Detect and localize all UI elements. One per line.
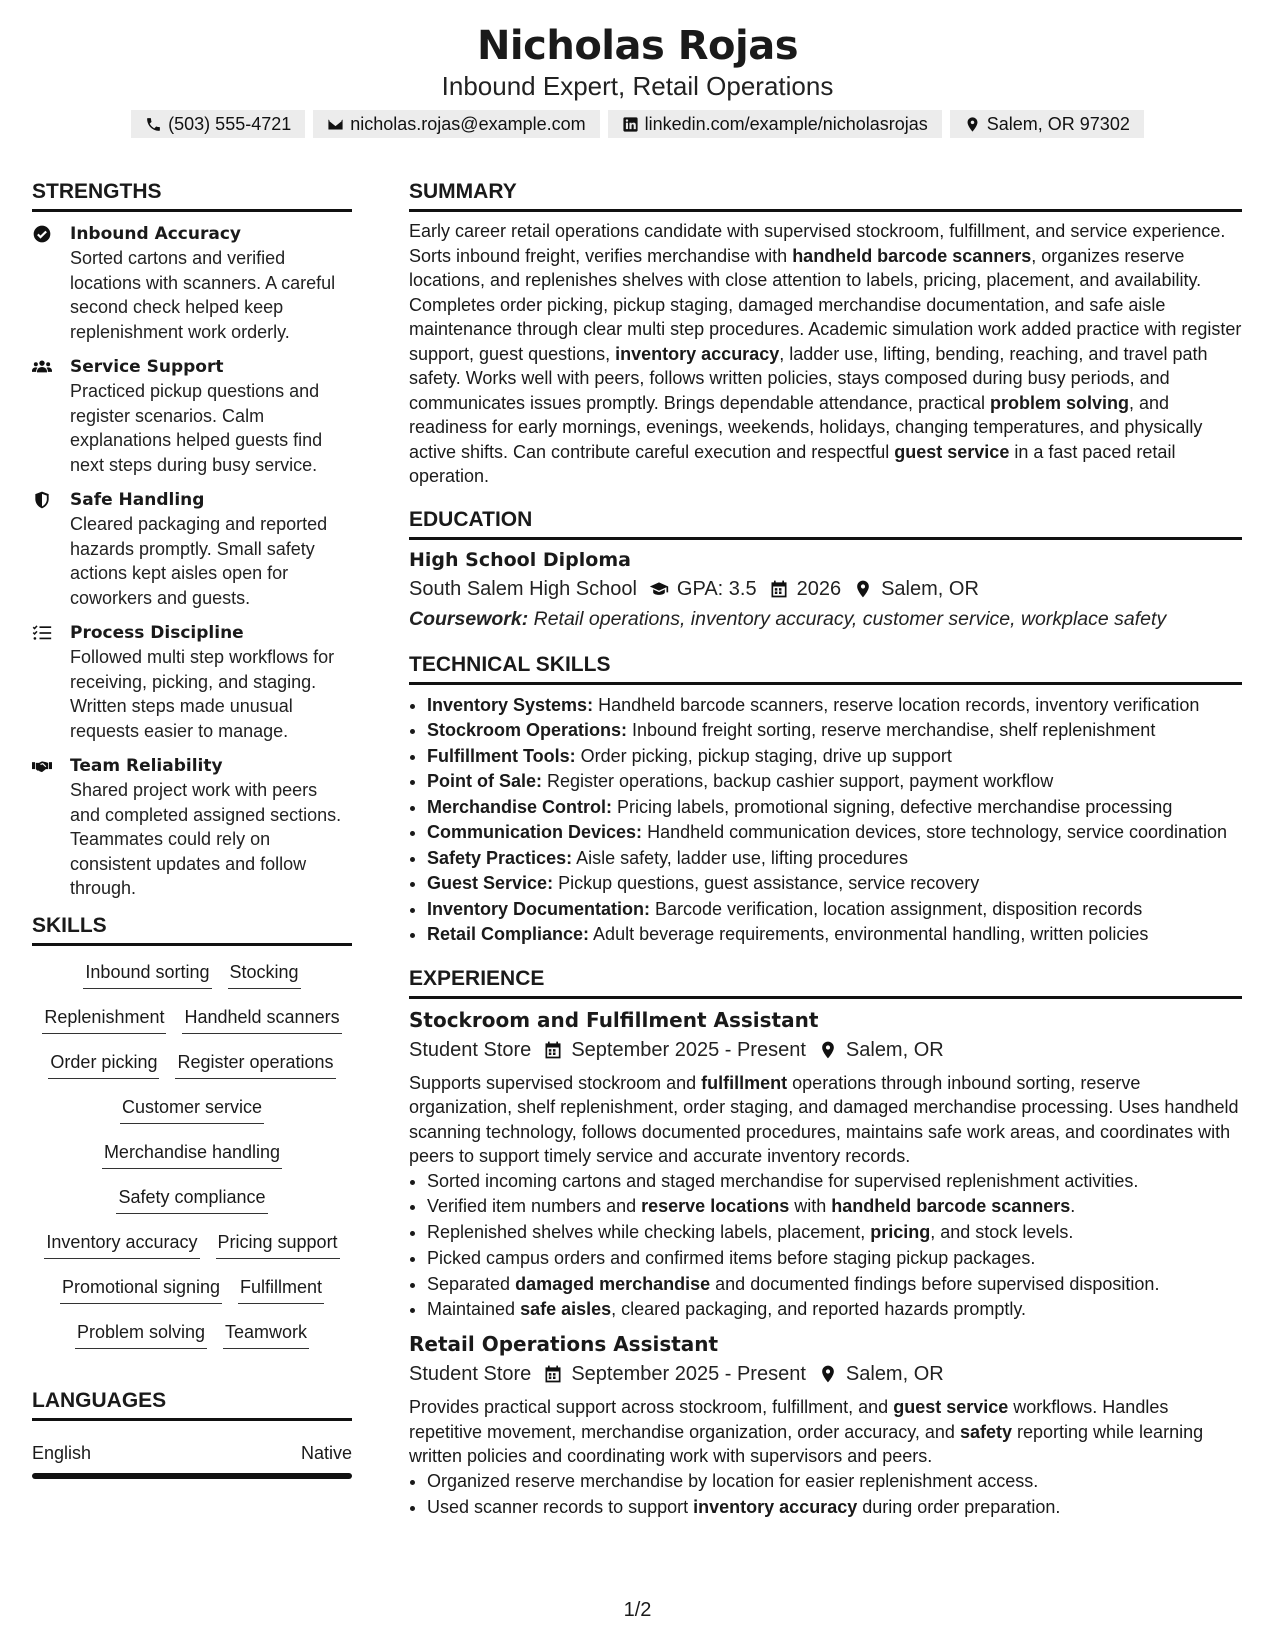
candidate-title: Inbound Expert, Retail Operations <box>441 71 834 101</box>
handshake-icon <box>32 756 52 776</box>
technical-skills-heading: TECHNICAL SKILLS <box>409 651 1242 685</box>
text-run: Provides practical support across stockroom, fulfillment, and <box>409 1397 894 1418</box>
text-run: , ladder use, lifting, bending, reaching, and travel path safety. Works well with peers, follows written policies, stays composed during busy periods, and communicates issues promptly. Brings dependable attendance, practical <box>409 343 1208 413</box>
email-text: nicholas.rojas@example.com <box>350 114 586 134</box>
strength-title: Inbound Accuracy <box>70 224 241 244</box>
skill-values: Pricing labels, promotional signing, defective merchandise processing <box>612 796 1173 817</box>
skill-category: Communication Devices: <box>427 822 643 842</box>
emphasis-text: damaged merchandise <box>515 1273 711 1294</box>
skill-values: Barcode verification, location assignment, disposition records <box>650 898 1143 919</box>
candidate-name: Nicholas Rojas <box>476 23 799 69</box>
calendar-icon <box>543 1040 563 1060</box>
language-name: English <box>32 1442 92 1463</box>
skill-tag: Safety compliance <box>116 1185 267 1214</box>
job-description <box>409 1395 1242 1469</box>
list-item <box>427 871 1242 897</box>
strength-item <box>32 754 352 901</box>
emphasis-text: guest service <box>893 1397 1009 1418</box>
skill-tag: Register operations <box>175 1050 335 1079</box>
text-run: Supports supervised stockroom and <box>409 1072 702 1093</box>
resume-header <box>0 22 1275 138</box>
emphasis-text: problem solving <box>989 392 1130 413</box>
list-item <box>427 1246 1242 1272</box>
job-description <box>409 1071 1242 1169</box>
job-meta <box>409 1035 1242 1065</box>
list-check-icon <box>32 623 52 643</box>
job-meta <box>409 1359 1242 1389</box>
job-bullets <box>409 1169 1242 1324</box>
text-run: reporting while learning written policies and coordinating work with supervisors and peers. <box>409 1421 1204 1467</box>
language-level: Native <box>300 1442 352 1463</box>
job-location: Salem, OR <box>845 1038 944 1061</box>
strength-desc: Sorted cartons and verified locations with scanners. A careful second check helped keep replenishment work orderly. <box>70 248 336 342</box>
text-run: , cleared packaging, and reported hazards promptly. <box>611 1299 1027 1320</box>
list-item <box>427 897 1242 923</box>
education-heading: EDUCATION <box>409 506 1242 540</box>
text-run: Used scanner records to support <box>427 1496 694 1517</box>
skill-values: Handheld communication devices, store technology, service coordination <box>642 822 1228 842</box>
skill-tag: Replenishment <box>42 1005 166 1034</box>
skill-category: Inventory Documentation: <box>427 898 651 919</box>
right-column <box>409 178 1242 1520</box>
emphasis-text: safe aisles <box>520 1299 612 1320</box>
calendar-icon <box>769 579 789 599</box>
list-item <box>427 1169 1242 1195</box>
skill-tag: Promotional signing <box>60 1275 222 1304</box>
linkedin-text: linkedin.com/example/nicholasrojas <box>644 114 928 134</box>
skill-values: Handheld barcode scanners, reserve location records, inventory verification <box>593 694 1200 715</box>
skill-tag: Problem solving <box>75 1320 207 1349</box>
contact-linkedin[interactable] <box>608 110 942 138</box>
emphasis-text: safety <box>959 1421 1012 1442</box>
list-item <box>427 1272 1242 1298</box>
skill-tag: Merchandise handling <box>102 1140 282 1169</box>
language-item <box>32 1441 352 1465</box>
text-run: , and readiness for early mornings, evenings, weekends, holidays, changing temperatures, and physically active shifts. Can contribute careful execution and respectful <box>409 392 1203 462</box>
experience-heading: EXPERIENCE <box>409 965 1242 999</box>
education-gpa: GPA: 3.5 <box>676 577 757 600</box>
contact-phone[interactable] <box>131 110 305 138</box>
skill-values: Adult beverage requirements, environmental handling, written policies <box>589 924 1149 944</box>
map-pin-icon <box>818 1364 838 1384</box>
left-column <box>32 178 352 1479</box>
strength-desc: Followed multi step workflows for receiving, picking, and staging. Written steps made unusual requests easier to manage. <box>70 647 335 741</box>
list-item <box>427 1194 1242 1220</box>
text-run: operations through inbound sorting, reserve organization, shelf replenishment, order staging, and damaged merchandise processing. Uses handheld scanning technology, follows documented procedures, maintains safe work areas, and coordinates with peers to support timely service and accurate inventory records. <box>409 1072 1239 1166</box>
skill-tag: Pricing support <box>216 1230 340 1259</box>
emphasis-text: pricing <box>870 1222 931 1243</box>
graduation-cap-icon <box>649 579 669 599</box>
emphasis-text: reserve locations <box>641 1196 790 1217</box>
list-item <box>427 769 1242 795</box>
text-run: Organized reserve merchandise by location for easier replenishment access. <box>427 1470 1039 1491</box>
skill-category: Fulfillment Tools: <box>427 745 576 766</box>
map-pin-icon <box>818 1040 838 1060</box>
list-item <box>427 1220 1242 1246</box>
emphasis-text: handheld barcode scanners <box>792 245 1032 266</box>
shield-icon <box>32 490 52 510</box>
text-run: , organizes reserve locations, and replenishes shelves with close attention to labels, pricing, placement, and availability. Completes order picking, pickup staging, damaged merchandise documentation, and safe aisle maintenance through clear multi step procedures. Academic simulation work added practice with register support, guest questions, <box>409 245 1242 364</box>
job-entry <box>409 1329 1242 1520</box>
strength-item <box>32 355 352 477</box>
strength-item <box>32 621 352 743</box>
job-dates: September 2025 - Present <box>571 1038 806 1061</box>
text-run: and documented findings before supervised disposition. <box>710 1273 1160 1294</box>
skill-category: Safety Practices: <box>427 847 573 868</box>
coursework-label: Coursework: <box>409 607 529 630</box>
contact-location <box>950 110 1144 138</box>
summary-heading: SUMMARY <box>409 178 1242 212</box>
map-pin-icon <box>964 116 981 133</box>
strength-desc: Practiced pickup questions and register scenarios. Calm explanations helped guests find next steps during busy service. <box>70 381 323 475</box>
skill-values: Pickup questions, guest assistance, service recovery <box>553 873 980 893</box>
text-run: Verified item numbers and <box>427 1196 642 1217</box>
phone-text: (503) 555-4721 <box>168 114 292 134</box>
emphasis-text: handheld barcode scanners <box>831 1196 1071 1217</box>
check-circle-icon <box>32 224 52 244</box>
text-run: in a fast paced retail operation. <box>409 441 1176 486</box>
strength-desc: Cleared packaging and reported hazards promptly. Small safety actions kept aisles open for coworkers and guests. <box>70 514 328 608</box>
emphasis-text: fulfillment <box>701 1072 788 1093</box>
skill-values: Register operations, backup cashier support, payment workflow <box>542 771 1054 791</box>
page-number: 1/2 <box>623 1599 652 1621</box>
list-item <box>427 820 1242 846</box>
job-entry <box>409 1005 1242 1324</box>
emphasis-text: inventory accuracy <box>615 343 780 364</box>
strength-title: Service Support <box>70 357 224 377</box>
education-year: 2026 <box>796 577 842 600</box>
list-item <box>427 1469 1242 1495</box>
phone-icon <box>145 116 162 133</box>
skill-category: Merchandise Control: <box>427 796 613 817</box>
skill-tag: Inbound sorting <box>83 960 211 989</box>
job-title: Stockroom and Fulfillment Assistant <box>409 1007 819 1032</box>
skill-values: Inbound freight sorting, reserve merchandise, shelf replenishment <box>627 720 1156 740</box>
skill-values: Order picking, pickup staging, drive up support <box>575 745 952 766</box>
list-item <box>427 846 1242 872</box>
strength-item <box>32 222 352 344</box>
list-item <box>427 795 1242 821</box>
text-run: Replenished shelves while checking labels, placement, <box>427 1222 871 1243</box>
contact-email[interactable] <box>313 110 599 138</box>
emphasis-text: guest service <box>894 441 1010 462</box>
strengths-heading: STRENGTHS <box>32 178 352 212</box>
users-icon <box>32 357 52 377</box>
envelope-icon <box>327 116 344 133</box>
map-pin-icon <box>853 579 873 599</box>
skill-category: Retail Compliance: <box>427 924 590 944</box>
text-run: during order preparation. <box>857 1496 1061 1517</box>
skill-tag: Order picking <box>48 1050 159 1079</box>
job-dates: September 2025 - Present <box>571 1363 806 1386</box>
skill-tag: Stocking <box>228 960 301 989</box>
list-item <box>427 693 1242 719</box>
skill-tag: Inventory accuracy <box>44 1230 199 1259</box>
skill-category: Guest Service: <box>427 873 554 893</box>
education-school: South Salem High School <box>409 577 637 600</box>
skill-category: Stockroom Operations: <box>427 720 628 740</box>
emphasis-text: inventory accuracy <box>693 1496 858 1517</box>
text-run: Picked campus orders and confirmed items before staging pickup packages. <box>427 1247 1036 1268</box>
language-proficiency-bar <box>32 1473 352 1479</box>
list-item <box>427 744 1242 770</box>
strength-item <box>32 488 352 610</box>
job-bullets <box>409 1469 1242 1521</box>
text-run: Early career retail operations candidate with supervised stockroom, fulfillment, and service experience. Sorts inbound freight, verifies merchandise with <box>409 221 1226 266</box>
job-org: Student Store <box>409 1363 532 1386</box>
technical-skills-list <box>409 693 1242 948</box>
text-run: , and stock levels. <box>930 1222 1074 1243</box>
calendar-icon <box>543 1364 563 1384</box>
list-item <box>427 718 1242 744</box>
education-degree: High School Diploma <box>409 548 631 571</box>
skill-tag: Customer service <box>120 1095 264 1124</box>
text-run: . <box>1070 1196 1076 1217</box>
summary-text <box>409 219 1242 489</box>
list-item <box>427 922 1242 948</box>
skill-values: Aisle safety, ladder use, lifting procedures <box>572 847 908 868</box>
list-item <box>427 1297 1242 1323</box>
skill-tag: Handheld scanners <box>182 1005 341 1034</box>
job-org: Student Store <box>409 1038 532 1061</box>
strength-title: Team Reliability <box>70 756 223 776</box>
strength-title: Process Discipline <box>70 623 244 643</box>
skill-category: Point of Sale: <box>427 771 543 791</box>
job-location: Salem, OR <box>845 1363 944 1386</box>
location-text: Salem, OR 97302 <box>986 114 1130 134</box>
linkedin-icon <box>622 116 639 133</box>
skill-tag: Fulfillment <box>238 1275 324 1304</box>
skill-category: Inventory Systems: <box>427 694 594 715</box>
skill-tag: Teamwork <box>223 1320 309 1349</box>
text-run: Maintained <box>427 1299 521 1320</box>
education-coursework <box>409 604 1242 634</box>
skills-list <box>32 960 352 1365</box>
skills-heading: SKILLS <box>32 912 352 946</box>
strength-title: Safe Handling <box>70 490 205 510</box>
text-run: with <box>789 1196 832 1217</box>
languages-heading: LANGUAGES <box>32 1387 352 1421</box>
list-item <box>427 1495 1242 1521</box>
strengths-list <box>32 222 352 901</box>
job-title: Retail Operations Assistant <box>409 1332 719 1357</box>
text-run: workflows. Handles repetitive movement, merchandise organization, order accuracy, and <box>409 1397 1169 1442</box>
contact-bar <box>0 110 1275 138</box>
education-meta <box>409 574 1242 604</box>
text-run: Separated <box>427 1273 516 1294</box>
strength-desc: Shared project work with peers and completed assigned sections. Teammates could rely on consistent updates and follow through. <box>70 780 342 898</box>
coursework-text: Retail operations, inventory accuracy, customer service, workplace safety <box>528 607 1167 630</box>
text-run: Sorted incoming cartons and staged merchandise for supervised replenishment activities. <box>427 1170 1139 1191</box>
education-location: Salem, OR <box>881 577 979 600</box>
